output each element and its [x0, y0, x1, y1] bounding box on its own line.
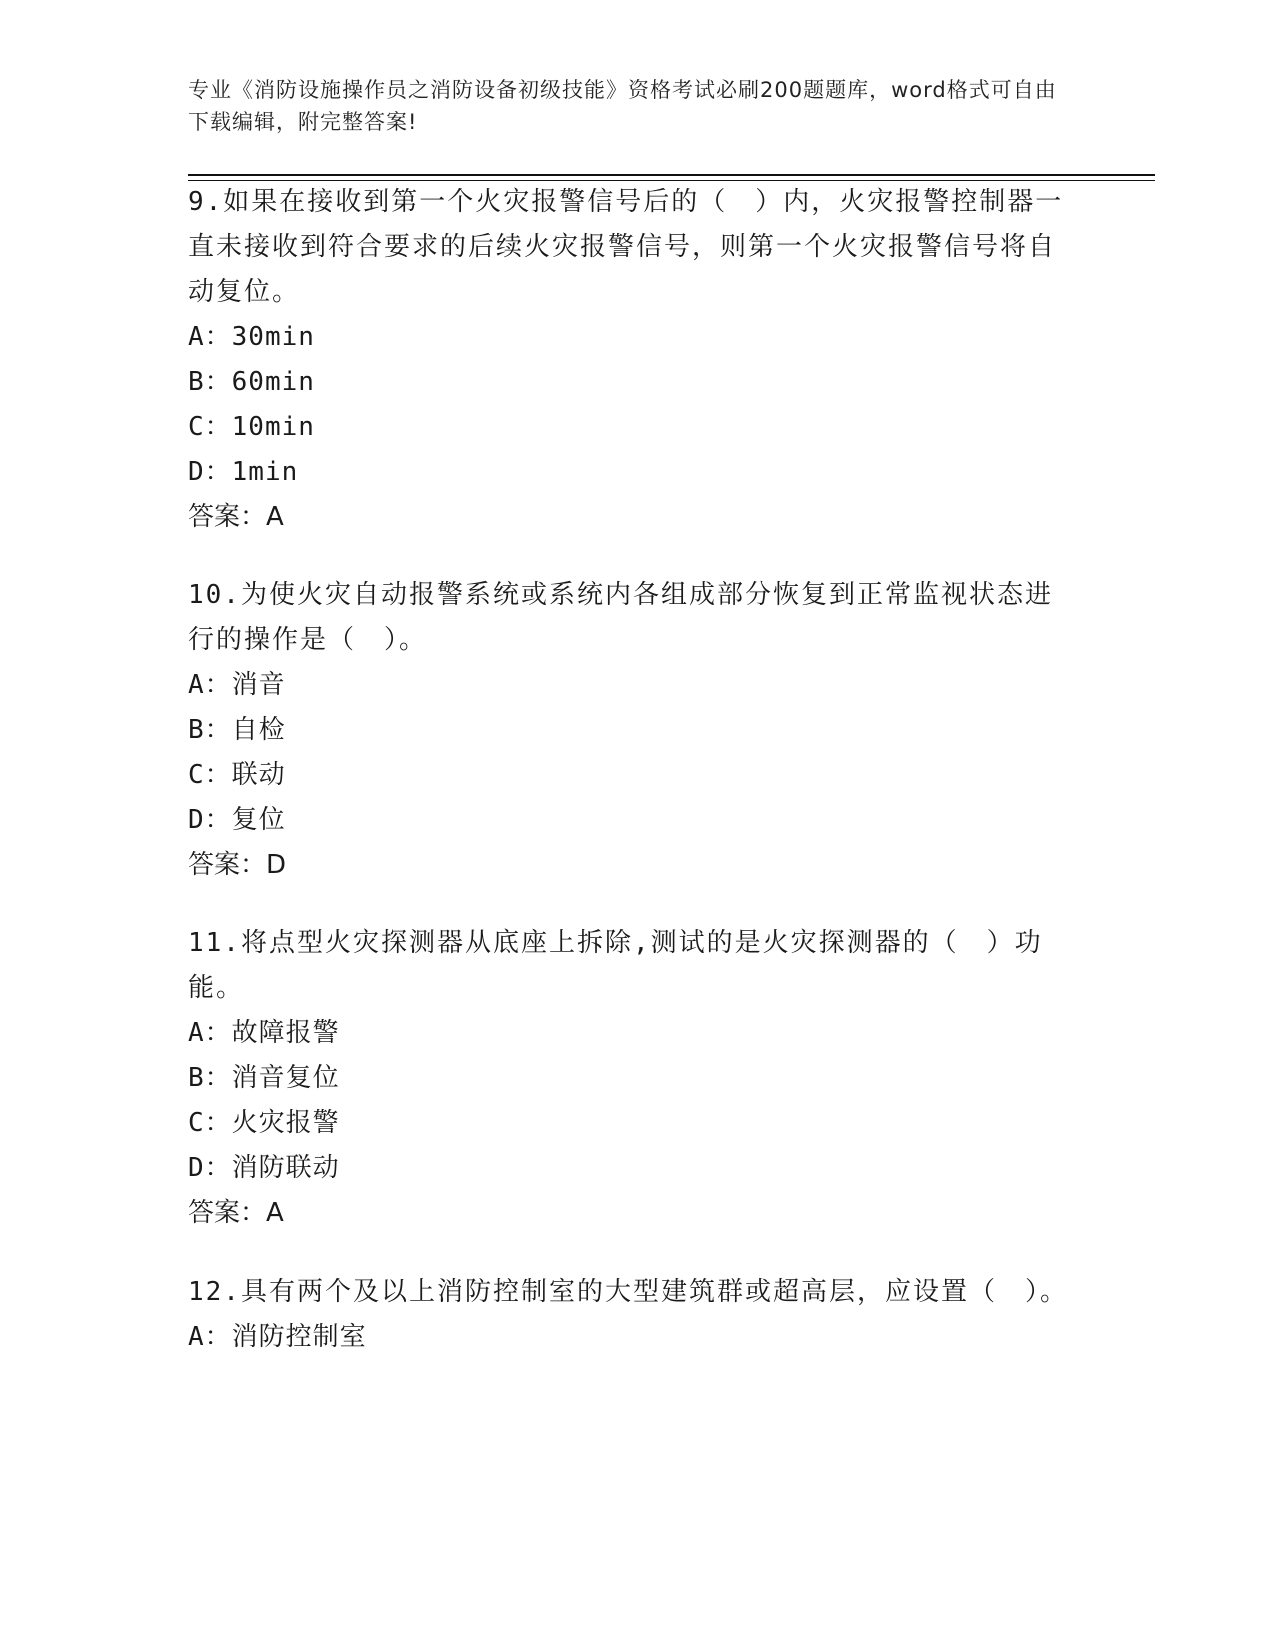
option-c: C：10min: [188, 412, 315, 442]
option-b: B：自检: [188, 715, 286, 745]
question-stem: 11.将点型火灾探测器从底座上拆除,测试的是火灾探测器的（ ）功能。: [188, 928, 1043, 1003]
option-c: C：联动: [188, 760, 286, 790]
option-a: A：故障报警: [188, 1018, 340, 1048]
option-d: D：1min: [188, 457, 299, 487]
option-c: C：火灾报警: [188, 1108, 340, 1138]
option-a: A：消音: [188, 670, 286, 700]
option-a: A：30min: [188, 322, 315, 352]
question-12: [188, 1270, 1068, 1360]
question-11: [188, 921, 1068, 1236]
option-b: B：60min: [188, 367, 315, 397]
answer-line: 答案：D: [188, 850, 287, 880]
option-b: B：消音复位: [188, 1063, 340, 1093]
question-9: [188, 180, 1068, 540]
document-header: 专业《消防设施操作员之消防设备初级技能》资格考试必刷200题题库，word格式可自由下载编辑，附完整答案!: [188, 78, 1057, 134]
answer-line: 答案：A: [188, 502, 284, 532]
option-d: D：复位: [188, 805, 286, 835]
option-d: D：消防联动: [188, 1153, 340, 1183]
question-stem: 9.如果在接收到第一个火灾报警信号后的（ ）内，火灾报警控制器一直未接收到符合要求的后续火灾报警信号，则第一个火灾报警信号将自动复位。: [188, 187, 1064, 307]
option-a: A：消防控制室: [188, 1322, 367, 1352]
answer-line: 答案：A: [188, 1198, 284, 1228]
question-stem: 10.为使火灾自动报警系统或系统内各组成部分恢复到正常监视状态进行的操作是（ ）。: [188, 580, 1053, 655]
question-stem: 12.具有两个及以上消防控制室的大型建筑群或超高层，应设置（ ）。: [188, 1277, 1068, 1307]
question-10: [188, 573, 1068, 888]
